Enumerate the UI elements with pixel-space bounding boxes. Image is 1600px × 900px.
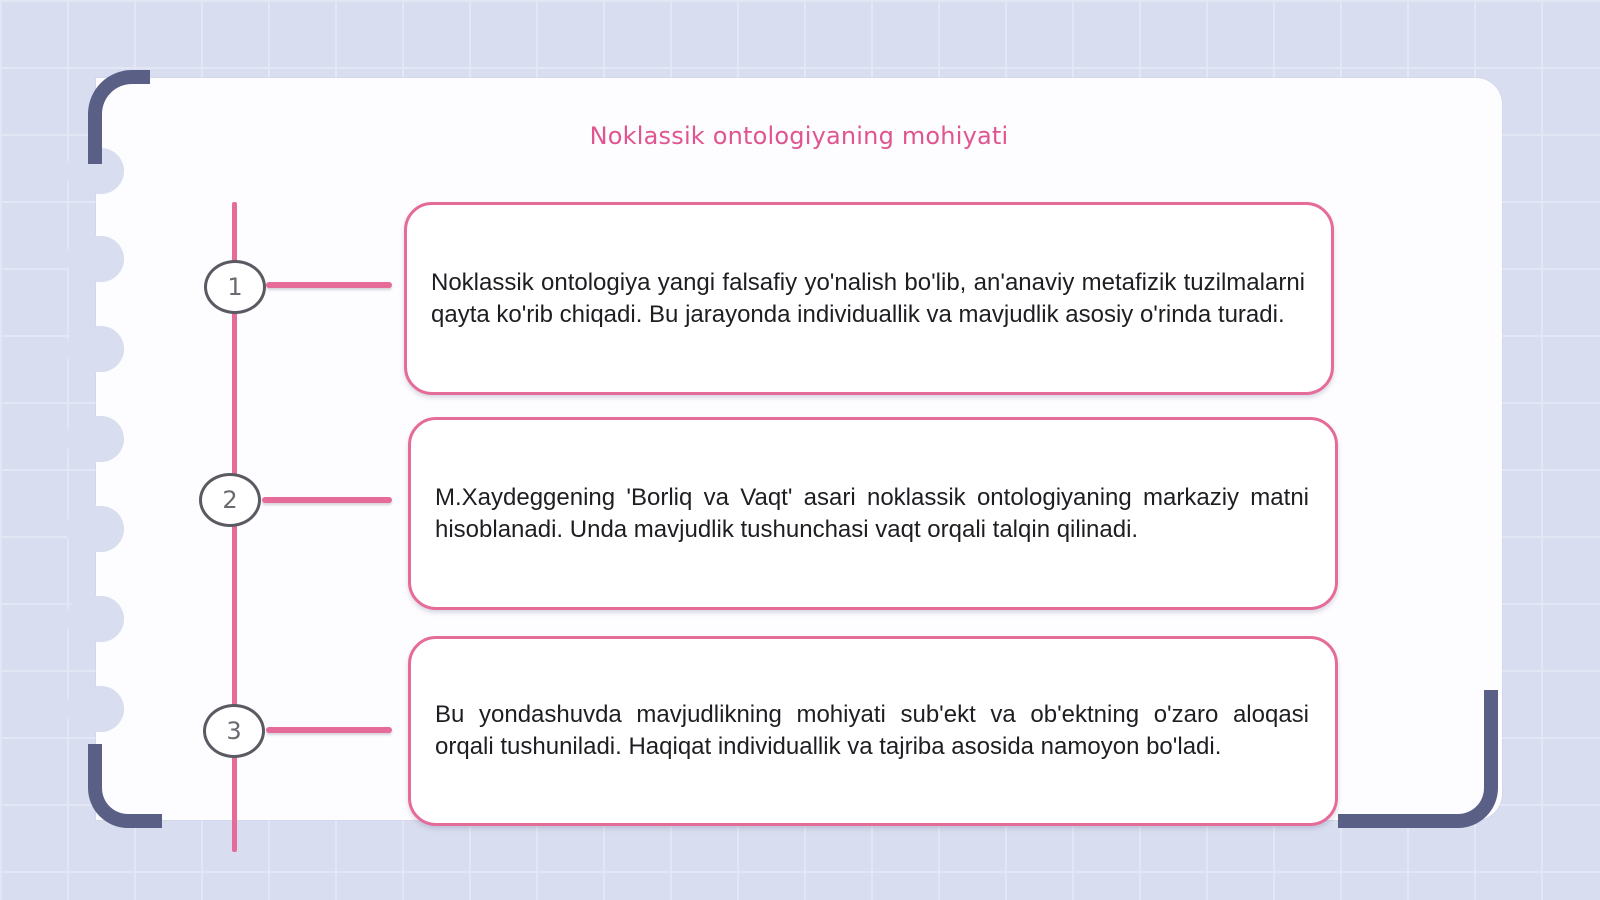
paper-notch	[66, 506, 124, 552]
step-card-1	[404, 202, 1334, 395]
paper-notch	[66, 236, 124, 282]
frame-corner-bottom-right	[1338, 690, 1498, 828]
paper-notch	[66, 416, 124, 462]
step-number-3: 3	[203, 704, 265, 758]
timeline-connector-2	[262, 497, 392, 503]
frame-corner-bottom-left	[88, 744, 162, 828]
timeline-connector-1	[266, 282, 392, 288]
step-card-2	[408, 417, 1338, 610]
step-card-text: Bu yondashuvda mavjudlikning mohiyati sub'ekt va ob'ektning o'zaro aloqasi orqali tushuniladi. Haqiqat individuallik va tajriba asosida namoyon bo'ladi.	[435, 701, 1309, 760]
paper-notch	[66, 326, 124, 372]
paper-notch	[66, 596, 124, 642]
slide-title: Noklassik ontologiyaning mohiyati	[589, 122, 1009, 150]
step-card-3	[408, 636, 1338, 826]
step-number-1: 1	[204, 260, 266, 314]
paper-notch	[66, 686, 124, 732]
step-card-text: Noklassik ontologiya yangi falsafiy yo'nalish bo'lib, an'anaviy metafizik tuzilmalarni qayta ko'rib chiqadi. Bu jarayonda individuallik va mavjudlik asosiy o'rinda turadi.	[431, 268, 1305, 328]
timeline-connector-3	[266, 727, 392, 733]
step-number-2: 2	[199, 473, 261, 527]
step-card-text: M.Xaydeggening 'Borliq va Vaqt' asari noklassik ontologiyaning markaziy matni hisoblanadi. Unda mavjudlik tushunchasi vaqt orqali talqin qilinadi.	[435, 483, 1309, 543]
